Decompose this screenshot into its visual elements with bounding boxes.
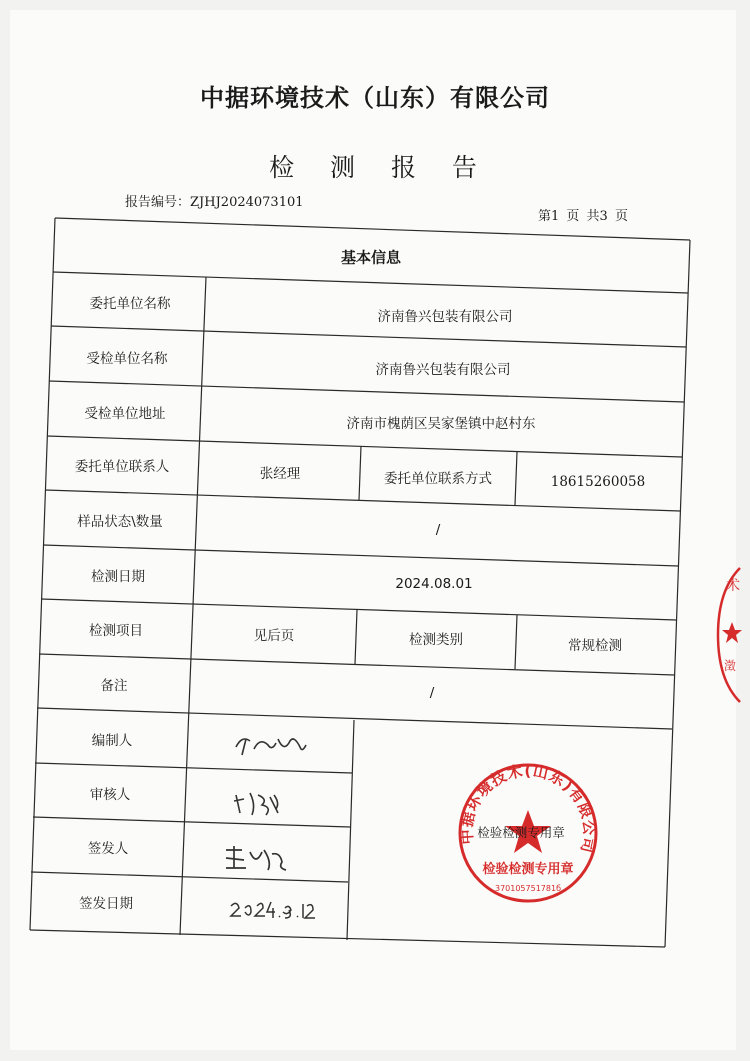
reviewer-signature xyxy=(228,785,288,821)
issue-date-handwritten xyxy=(227,896,317,922)
contact-method-label: 委托单位联系方式 xyxy=(384,471,492,487)
test-category-label: 检测类别 xyxy=(409,632,463,648)
issuer-signature xyxy=(222,842,292,874)
document-title: 检 测 报 告 xyxy=(269,153,491,182)
svg-text:澂: 澂 xyxy=(724,659,737,673)
test-items-label: 检测项目 xyxy=(89,623,143,639)
inspected-address-value: 济南市槐荫区吴家堡镇中赵村东 xyxy=(346,416,536,432)
remarks-value: / xyxy=(429,685,435,701)
inspected-address-label: 受检单位地址 xyxy=(84,406,166,422)
report-number: 报告编号：ZJHJ2024073101 xyxy=(125,195,304,210)
sample-status-value: / xyxy=(435,522,441,538)
contact-method-value: 18615260058 xyxy=(550,474,646,490)
svg-text:中据环境技术(山东)有限公司: 中据环境技术(山东)有限公司 xyxy=(457,761,599,856)
svg-text:370105751781б: 370105751781б xyxy=(494,884,562,893)
side-seal-fragment xyxy=(712,560,742,710)
inspected-name-label: 受检单位名称 xyxy=(86,351,168,367)
test-date-value: 2024.08.01 xyxy=(395,576,473,592)
svg-text:检验检测专用章: 检验检测专用章 xyxy=(482,862,574,877)
test-date-label: 检测日期 xyxy=(91,569,145,585)
test-category-value: 常规检测 xyxy=(568,638,622,654)
preparer-signature xyxy=(230,727,310,761)
svg-text:术: 术 xyxy=(726,578,740,594)
sample-status-label: 样品状态\数量 xyxy=(77,514,163,530)
test-items-value: 见后页 xyxy=(253,628,295,644)
client-name-value: 济南鲁兴包装有限公司 xyxy=(377,309,513,325)
company-name: 中据环境技术（山东）有限公司 xyxy=(200,83,550,112)
client-name-label: 委托单位名称 xyxy=(89,296,171,312)
client-contact-value: 张经理 xyxy=(259,466,301,482)
issued-by-label: 签发人 xyxy=(87,841,129,857)
issue-date-label: 签发日期 xyxy=(79,896,133,912)
reviewed-by-label: 审核人 xyxy=(89,787,131,803)
client-contact-label: 委托单位联系人 xyxy=(74,459,170,475)
inspected-name-value: 济南鲁兴包装有限公司 xyxy=(375,362,511,378)
section-title: 基本信息 xyxy=(340,248,402,267)
remarks-label: 备注 xyxy=(100,678,128,694)
page-info: 第1 页 共3 页 xyxy=(538,209,628,224)
prepared-by-label: 编制人 xyxy=(91,733,133,749)
seal-overlay-text: 检验检测专用章 xyxy=(477,825,565,840)
